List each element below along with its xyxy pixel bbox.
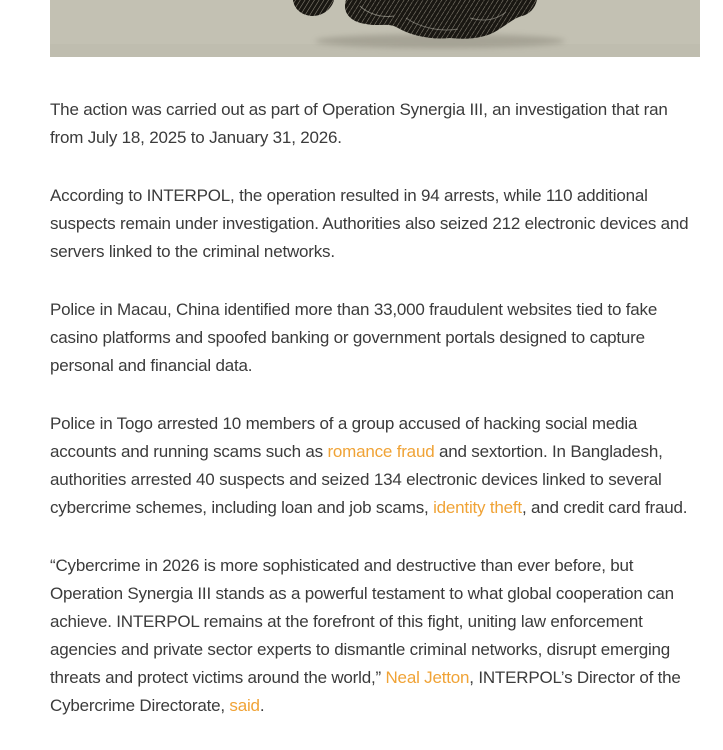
paragraph-text: , INTERPOL’s Director of the Cybercrime Directorate, [50, 668, 681, 715]
link-said[interactable]: said [229, 696, 260, 715]
paragraph-text: The action was carried out as part of Operation Synergia III, an investigation that ran from July 18, 2025 to January 31, 2026. [50, 100, 668, 147]
paragraph [50, 296, 692, 380]
paragraph-text: , and credit card fraud. [521, 498, 688, 517]
link-neal-jetton[interactable]: Neal Jetton [385, 668, 470, 687]
fist-engraving-illustration [50, 0, 700, 57]
link-identity-theft[interactable]: identity theft [433, 498, 522, 517]
paragraph-text: Police in Togo arrested 10 members of a group accused of hacking social media accounts and running scams such as [50, 414, 638, 461]
paragraph-text: Police in Macau, China identified more than 33,000 fraudulent websites tied to fake casino platforms and spoofed banking or government portals designed to capture personal and financial data. [50, 300, 658, 375]
paragraph-text: . [259, 696, 265, 715]
paragraph-text: and sextortion. In Bangladesh, authorities arrested 40 suspects and seized 134 electronic devices linked to several cybercrime schemes, including loan and job scams, [50, 442, 663, 517]
article-hero-image [50, 0, 700, 57]
paragraph [50, 96, 692, 152]
link-romance-fraud[interactable]: romance fraud [327, 442, 435, 461]
paragraph [50, 182, 692, 266]
article-body [50, 57, 692, 720]
paragraph [50, 410, 692, 522]
paragraph-text: According to INTERPOL, the operation resulted in 94 arrests, while 110 additional suspects remain under investigation. Authorities also seized 212 electronic devices and servers linked to the criminal networks. [50, 186, 689, 261]
paragraph-text: “Cybercrime in 2026 is more sophisticated and destructive than ever before, but Operation Synergia III stands as a powerful testament to what global cooperation can achieve. INTERPOL remains at the forefront of this fight, uniting law enforcement agencies and private sector experts to dismantle criminal networks, disrupt emerging threats and protect victims around the world,” [50, 556, 674, 687]
paragraph [50, 552, 692, 720]
